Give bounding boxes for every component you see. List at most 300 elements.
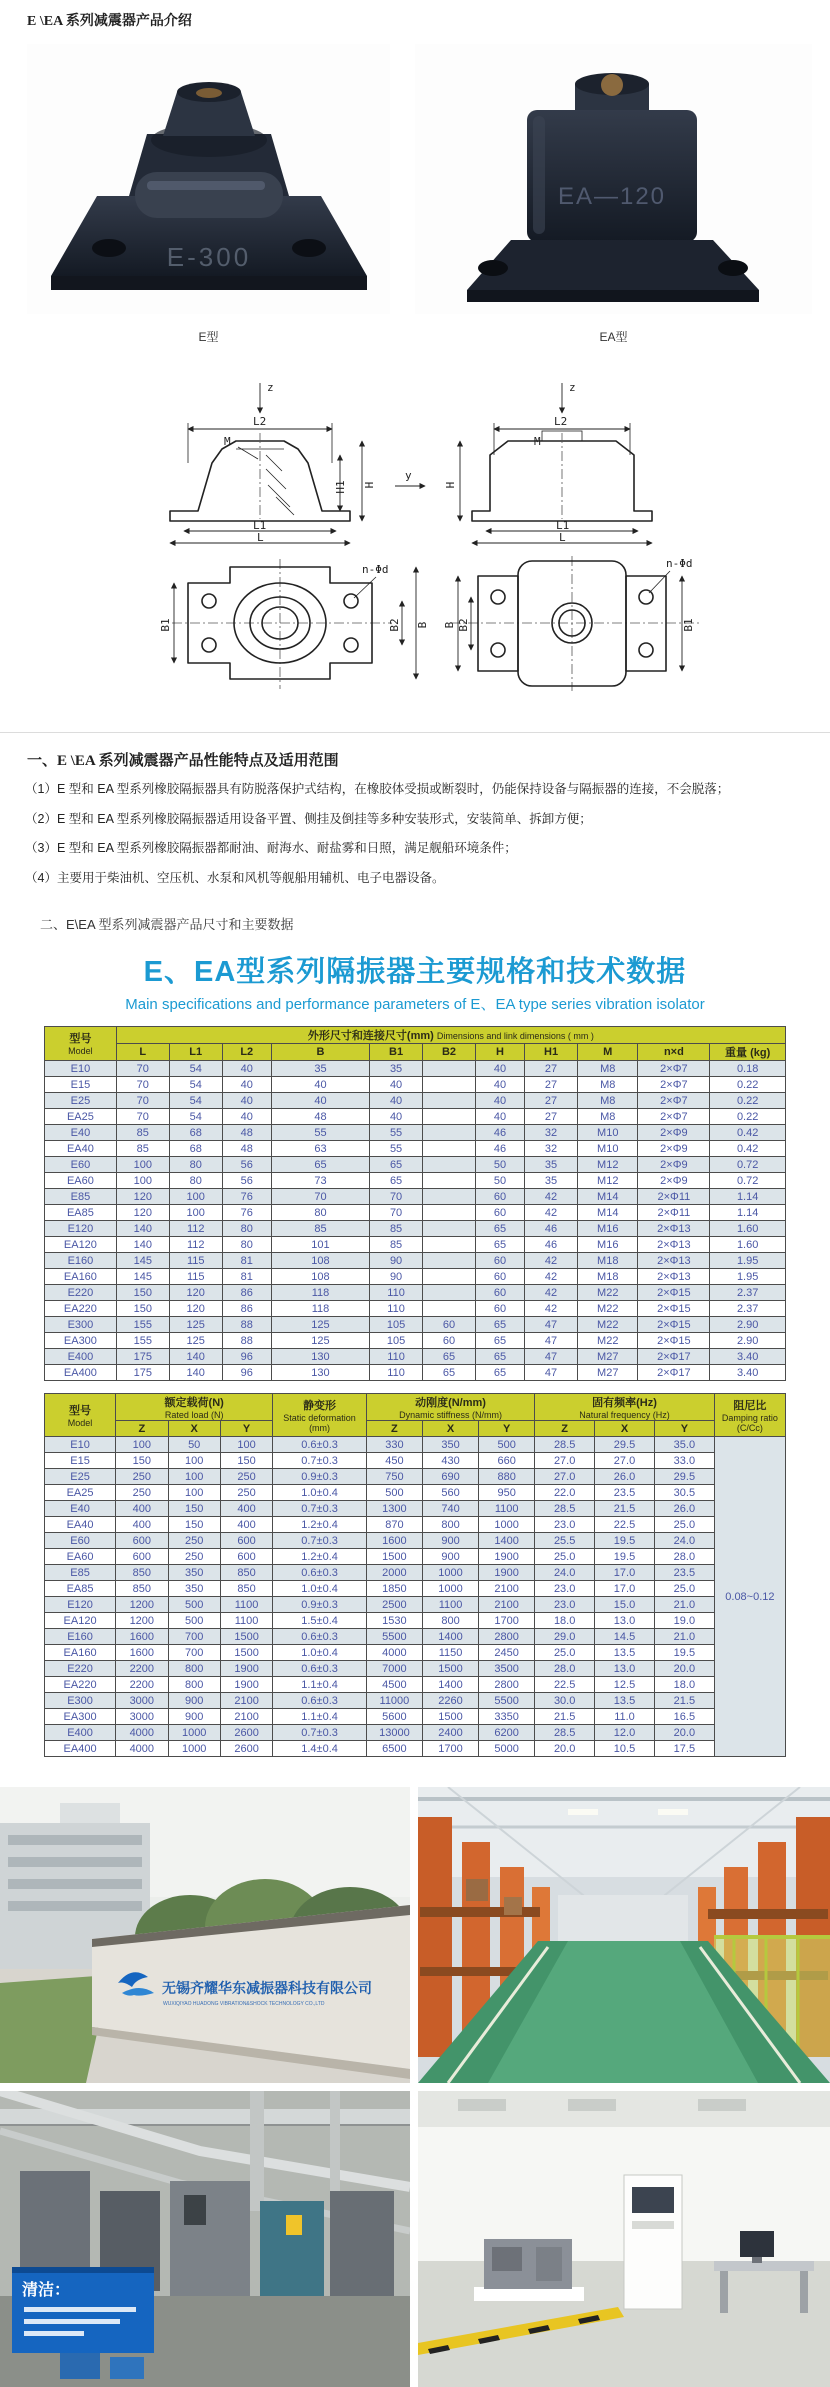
value-cell: 2×Φ15 (638, 1285, 710, 1301)
col-L: L (116, 1044, 169, 1061)
value-cell: 130 (271, 1349, 369, 1365)
value-cell: 100 (116, 1437, 168, 1453)
value-cell: 3500 (479, 1661, 535, 1677)
value-cell: 68 (169, 1141, 222, 1157)
value-cell: M18 (578, 1269, 638, 1285)
product-photo-ea-image (415, 44, 812, 314)
dynamic-en: Dynamic stiffness (N/mm) (399, 1410, 502, 1420)
value-cell: 950 (479, 1485, 535, 1501)
label-m2: L2 (554, 415, 568, 428)
value-cell: 108 (271, 1253, 369, 1269)
technical-drawings-svg (110, 371, 720, 701)
model-cell: E400 (45, 1349, 117, 1365)
value-cell: 140 (169, 1365, 222, 1381)
page-title: E \EA 系列减震器产品介绍 (27, 14, 192, 29)
model-header-2 (45, 1394, 116, 1437)
value-cell: 118 (271, 1285, 369, 1301)
value-cell: 2100 (479, 1581, 535, 1597)
value-cell: 47 (525, 1365, 578, 1381)
value-cell: 42 (525, 1253, 578, 1269)
value-cell: 870 (366, 1517, 422, 1533)
value-cell: 0.6±0.3 (273, 1437, 367, 1453)
photo-warehouse (418, 1787, 830, 2083)
model-cell: E120 (45, 1221, 117, 1237)
value-cell: 2×Φ13 (638, 1221, 710, 1237)
value-cell: 19.0 (654, 1613, 714, 1629)
value-cell: M8 (578, 1061, 638, 1077)
value-cell: 42 (525, 1205, 578, 1221)
value-cell: 22.5 (595, 1517, 655, 1533)
value-cell: 2200 (116, 1677, 168, 1693)
value-cell: 1300 (366, 1501, 422, 1517)
value-cell: 54 (169, 1093, 222, 1109)
value-cell: 1500 (366, 1549, 422, 1565)
value-cell: 35 (525, 1157, 578, 1173)
value-cell: 2×Φ17 (638, 1365, 710, 1381)
value-cell: 1500 (422, 1661, 478, 1677)
model-cell: E85 (45, 1189, 117, 1205)
value-cell: 700 (168, 1645, 220, 1661)
value-cell: 3.40 (710, 1349, 786, 1365)
value-cell: 750 (366, 1469, 422, 1485)
value-cell: 2.90 (710, 1317, 786, 1333)
model-cell: E60 (45, 1533, 116, 1549)
value-cell: 600 (220, 1549, 272, 1565)
value-cell: 2100 (220, 1693, 272, 1709)
table-row (45, 1333, 786, 1349)
value-cell: 1000 (422, 1581, 478, 1597)
dynamic-stiffness-header (366, 1394, 534, 1421)
value-cell: 55 (370, 1141, 423, 1157)
col-M: M (578, 1044, 638, 1061)
value-cell: 56 (222, 1157, 271, 1173)
value-cell: 88 (222, 1317, 271, 1333)
value-cell: 85 (116, 1141, 169, 1157)
model-header-2-cn: 型号 (69, 1405, 92, 1417)
label-l1b: L1 (556, 519, 570, 532)
value-cell: 68 (169, 1125, 222, 1141)
value-cell: 2×Φ11 (638, 1205, 710, 1221)
value-cell: 1200 (116, 1597, 168, 1613)
value-cell: 19.5 (654, 1645, 714, 1661)
value-cell: 40 (370, 1109, 423, 1125)
value-cell: 25.5 (535, 1533, 595, 1549)
label-l1: L1 (253, 519, 267, 532)
value-cell: 0.7±0.3 (273, 1453, 367, 1469)
value-cell: 2×Φ15 (638, 1301, 710, 1317)
table-row (45, 1317, 786, 1333)
value-cell: M22 (578, 1301, 638, 1317)
value-cell: 0.6±0.3 (273, 1693, 367, 1709)
value-cell: 1900 (220, 1661, 272, 1677)
value-cell: 76 (222, 1205, 271, 1221)
value-cell: M22 (578, 1317, 638, 1333)
value-cell: 500 (479, 1437, 535, 1453)
rated-y: Y (220, 1421, 272, 1437)
value-cell: 0.42 (710, 1125, 786, 1141)
value-cell: 250 (220, 1485, 272, 1501)
label-z2: z (569, 381, 576, 394)
value-cell: 23.0 (535, 1517, 595, 1533)
hatching (266, 455, 294, 515)
spec-block (31, 949, 799, 1757)
value-cell: 2600 (220, 1725, 272, 1741)
value-cell: 25.0 (535, 1549, 595, 1565)
value-cell: 42 (525, 1189, 578, 1205)
value-cell: 96 (222, 1349, 271, 1365)
size-section-heading: 二、E\EA 型系列减震器产品尺寸和主要数据 (40, 917, 294, 932)
value-cell: 880 (479, 1469, 535, 1485)
value-cell: 73 (271, 1173, 369, 1189)
value-cell: 40 (222, 1109, 271, 1125)
value-cell (423, 1285, 476, 1301)
value-cell: 108 (271, 1269, 369, 1285)
value-cell (423, 1301, 476, 1317)
rated-load-en: Rated load (N) (164, 1410, 224, 1420)
value-cell: 25.0 (654, 1517, 714, 1533)
table-row (45, 1501, 786, 1517)
model-header-cn: 型号 (69, 1033, 92, 1046)
value-cell: 900 (168, 1709, 220, 1725)
value-cell: 88 (222, 1333, 271, 1349)
freq-x: X (595, 1421, 655, 1437)
value-cell: 660 (479, 1453, 535, 1469)
value-cell: 90 (370, 1269, 423, 1285)
value-cell: 2500 (366, 1597, 422, 1613)
value-cell: 1600 (366, 1533, 422, 1549)
value-cell: 81 (222, 1253, 271, 1269)
value-cell: 35 (271, 1061, 369, 1077)
value-cell: 40 (222, 1093, 271, 1109)
value-cell: 27 (525, 1109, 578, 1125)
value-cell: 40 (475, 1093, 524, 1109)
value-cell: 600 (116, 1533, 168, 1549)
value-cell: 5000 (479, 1741, 535, 1757)
dyn-x: X (422, 1421, 478, 1437)
value-cell: 81 (222, 1269, 271, 1285)
value-cell: 400 (220, 1517, 272, 1533)
value-cell: 23.5 (595, 1485, 655, 1501)
value-cell: 101 (271, 1237, 369, 1253)
freq-z: Z (535, 1421, 595, 1437)
value-cell: M22 (578, 1285, 638, 1301)
table-row (45, 1237, 786, 1253)
model-cell: E400 (45, 1725, 116, 1741)
value-cell: 35 (370, 1061, 423, 1077)
value-cell: 250 (116, 1485, 168, 1501)
value-cell: 500 (168, 1613, 220, 1629)
dynamic-cn: 动刚度(N/mm) (415, 1397, 486, 1409)
value-cell: 35.0 (654, 1437, 714, 1453)
value-cell: 1.60 (710, 1221, 786, 1237)
table-row (45, 1205, 786, 1221)
value-cell: 1900 (479, 1549, 535, 1565)
value-cell (423, 1061, 476, 1077)
table-row (45, 1661, 786, 1677)
value-cell: 46 (525, 1221, 578, 1237)
value-cell: 0.22 (710, 1109, 786, 1125)
value-cell: 3350 (479, 1709, 535, 1725)
value-cell: 250 (168, 1533, 220, 1549)
value-cell: 60 (475, 1253, 524, 1269)
value-cell: 1000 (422, 1565, 478, 1581)
product-photos-row (0, 30, 830, 314)
value-cell: 2200 (116, 1661, 168, 1677)
table-row (45, 1709, 786, 1725)
value-cell: 115 (169, 1253, 222, 1269)
value-cell: 1700 (479, 1613, 535, 1629)
value-cell: 100 (116, 1157, 169, 1173)
label-b1: B1 (159, 618, 172, 632)
value-cell: 2×Φ13 (638, 1237, 710, 1253)
value-cell: 2.37 (710, 1285, 786, 1301)
y-axis-arrow (395, 469, 425, 486)
model-header-en: Model (68, 1046, 93, 1057)
model-cell: EA300 (45, 1333, 117, 1349)
value-cell: 1.0±0.4 (273, 1645, 367, 1661)
value-cell: 48 (222, 1141, 271, 1157)
warehouse-image (418, 1787, 830, 2083)
table-row (45, 1125, 786, 1141)
value-cell: 46 (475, 1125, 524, 1141)
value-cell: 140 (169, 1349, 222, 1365)
value-cell: 2×Φ15 (638, 1317, 710, 1333)
value-cell: 19.5 (595, 1549, 655, 1565)
value-cell: 2260 (422, 1693, 478, 1709)
static-cn: 静变形 (303, 1399, 337, 1412)
value-cell: 85 (370, 1237, 423, 1253)
photo-workshop (0, 2091, 410, 2387)
value-cell: 115 (169, 1269, 222, 1285)
value-cell: 350 (168, 1565, 220, 1581)
value-cell: 175 (116, 1349, 169, 1365)
product-photo-e-image (27, 44, 390, 314)
value-cell: 560 (422, 1485, 478, 1501)
model-cell: E60 (45, 1157, 117, 1173)
table-row (45, 1693, 786, 1709)
value-cell: 13.5 (595, 1693, 655, 1709)
value-cell: 2.90 (710, 1333, 786, 1349)
model-cell: E220 (45, 1285, 117, 1301)
value-cell: 1700 (422, 1741, 478, 1757)
feature-item-3: （3）E 型和 EA 型系列橡胶隔振器都耐油、耐海水、耐盐雾和日照，满足舰船环境条件； (25, 841, 517, 855)
model-cell: EA400 (45, 1365, 117, 1381)
static-en: Static deformation (283, 1412, 356, 1423)
value-cell: 155 (116, 1317, 169, 1333)
value-cell: 21.5 (595, 1501, 655, 1517)
value-cell: 32 (525, 1141, 578, 1157)
value-cell: 46 (475, 1141, 524, 1157)
value-cell: 100 (116, 1173, 169, 1189)
value-cell: 250 (220, 1469, 272, 1485)
value-cell: 12.0 (595, 1725, 655, 1741)
value-cell: 110 (370, 1285, 423, 1301)
caption-e: E型 (198, 330, 219, 344)
value-cell: 40 (475, 1077, 524, 1093)
value-cell: 110 (370, 1365, 423, 1381)
model-cell: EA160 (45, 1645, 116, 1661)
feature-item-2: （2）E 型和 EA 型系列橡胶隔振器适用设备平置、侧挂及倒挂等多种安装形式，安装简单、拆卸方便； (25, 811, 592, 826)
model-cell: EA220 (45, 1301, 117, 1317)
value-cell: 900 (422, 1549, 478, 1565)
value-cell: 600 (116, 1549, 168, 1565)
damping-unit: (C/Cc) (736, 1423, 763, 1434)
value-cell: 17.0 (595, 1565, 655, 1581)
value-cell (423, 1109, 476, 1125)
value-cell: 1.4±0.4 (273, 1741, 367, 1757)
value-cell: 1.95 (710, 1269, 786, 1285)
value-cell: 80 (271, 1205, 369, 1221)
value-cell: 47 (525, 1317, 578, 1333)
freq-cn: 固有频率(Hz) (592, 1397, 657, 1409)
dyn-z: Z (366, 1421, 422, 1437)
value-cell: 46 (525, 1237, 578, 1253)
value-cell: 17.0 (595, 1581, 655, 1597)
value-cell: 2800 (479, 1677, 535, 1693)
value-cell: 400 (116, 1517, 168, 1533)
value-cell: 2×Φ9 (638, 1157, 710, 1173)
value-cell: 42 (525, 1269, 578, 1285)
value-cell: 18.0 (654, 1677, 714, 1693)
value-cell: M18 (578, 1253, 638, 1269)
drawing-plan-ea (443, 556, 702, 691)
value-cell: 25.0 (654, 1581, 714, 1597)
value-cell: 20.0 (535, 1741, 595, 1757)
rated-z: Z (116, 1421, 168, 1437)
value-cell: 40 (271, 1093, 369, 1109)
value-cell: 76 (222, 1189, 271, 1205)
value-cell: 13.0 (595, 1613, 655, 1629)
model-cell: EA25 (45, 1485, 116, 1501)
value-cell: 48 (271, 1109, 369, 1125)
value-cell: 22.0 (535, 1485, 595, 1501)
label-b2-2: B2 (457, 618, 470, 632)
table-row (45, 1725, 786, 1741)
value-cell: 1850 (366, 1581, 422, 1597)
value-cell: 65 (475, 1221, 524, 1237)
value-cell: 29.5 (595, 1437, 655, 1453)
value-cell: 65 (370, 1157, 423, 1173)
value-cell: 1530 (366, 1613, 422, 1629)
value-cell: 26.0 (654, 1501, 714, 1517)
value-cell: 700 (168, 1629, 220, 1645)
model-cell: EA400 (45, 1741, 116, 1757)
value-cell: 0.6±0.3 (273, 1629, 367, 1645)
label-b: B (416, 621, 429, 629)
value-cell: 2800 (479, 1629, 535, 1645)
value-cell: 1900 (479, 1565, 535, 1581)
table-row (45, 1613, 786, 1629)
model-cell: E85 (45, 1565, 116, 1581)
table-row (45, 1221, 786, 1237)
value-cell: 740 (422, 1501, 478, 1517)
model-cell: EA25 (45, 1109, 117, 1125)
value-cell: 2×Φ15 (638, 1333, 710, 1349)
table-row (45, 1533, 786, 1549)
value-cell: 112 (169, 1221, 222, 1237)
value-cell: 21.5 (654, 1693, 714, 1709)
value-cell: 1.95 (710, 1253, 786, 1269)
value-cell (423, 1141, 476, 1157)
damping-cn: 阻尼比 (733, 1399, 767, 1412)
value-cell: 6200 (479, 1725, 535, 1741)
value-cell: 28.5 (535, 1437, 595, 1453)
value-cell: 4000 (366, 1645, 422, 1661)
value-cell: 2×Φ13 (638, 1253, 710, 1269)
value-cell: 690 (422, 1469, 478, 1485)
table-row (45, 1189, 786, 1205)
value-cell: 29.0 (535, 1629, 595, 1645)
static-deformation-header (273, 1394, 367, 1437)
value-cell: 47 (525, 1333, 578, 1349)
model-cell: E300 (45, 1693, 116, 1709)
model-cell: E40 (45, 1125, 117, 1141)
static-unit: (mm) (309, 1423, 331, 1434)
value-cell: 14.5 (595, 1629, 655, 1645)
value-cell: 65 (475, 1349, 524, 1365)
dimensions-group-cn: 外形尺寸和连接尺寸(mm) (307, 1030, 434, 1042)
value-cell: M14 (578, 1205, 638, 1221)
table-row (45, 1109, 786, 1125)
value-cell: 7000 (366, 1661, 422, 1677)
value-cell: 40 (271, 1077, 369, 1093)
value-cell: 60 (475, 1205, 524, 1221)
value-cell: 28.0 (535, 1661, 595, 1677)
value-cell: 1100 (479, 1501, 535, 1517)
model-cell: EA40 (45, 1517, 116, 1533)
value-cell: 1400 (422, 1677, 478, 1693)
value-cell: 28.5 (535, 1501, 595, 1517)
value-cell: 0.7±0.3 (273, 1533, 367, 1549)
value-cell: 0.72 (710, 1173, 786, 1189)
value-cell: 120 (116, 1189, 169, 1205)
value-cell: 86 (222, 1285, 271, 1301)
emboss-text-ea: EA—120 (557, 183, 667, 210)
value-cell: 70 (370, 1189, 423, 1205)
value-cell: 2×Φ17 (638, 1349, 710, 1365)
value-cell: 125 (271, 1333, 369, 1349)
value-cell: 430 (422, 1453, 478, 1469)
value-cell: 100 (169, 1189, 222, 1205)
value-cell (423, 1157, 476, 1173)
value-cell: 40 (222, 1077, 271, 1093)
value-cell: 150 (220, 1453, 272, 1469)
value-cell: 2.37 (710, 1301, 786, 1317)
value-cell: 25.0 (535, 1645, 595, 1661)
value-cell: 0.6±0.3 (273, 1661, 367, 1677)
value-cell: 1900 (220, 1677, 272, 1693)
value-cell: 125 (169, 1333, 222, 1349)
value-cell: 0.18 (710, 1061, 786, 1077)
value-cell: M8 (578, 1093, 638, 1109)
spec-subtitle: Main specifications and performance parameters of E、EA type series vibration isolator (125, 996, 705, 1013)
value-cell: 27 (525, 1061, 578, 1077)
value-cell: 2×Φ9 (638, 1141, 710, 1157)
value-cell: 21.0 (654, 1597, 714, 1613)
model-cell: E15 (45, 1453, 116, 1469)
dimensions-group-en: Dimensions and link dimensions ( mm ) (436, 1031, 594, 1041)
value-cell: 1000 (168, 1725, 220, 1741)
table-row (45, 1597, 786, 1613)
value-cell: 24.0 (535, 1565, 595, 1581)
divider (0, 732, 830, 733)
value-cell: 65 (475, 1237, 524, 1253)
table-row (45, 1629, 786, 1645)
value-cell (423, 1205, 476, 1221)
photo-company-entrance (0, 1787, 410, 2083)
performance-table (44, 1393, 786, 1757)
features-section (0, 749, 830, 892)
